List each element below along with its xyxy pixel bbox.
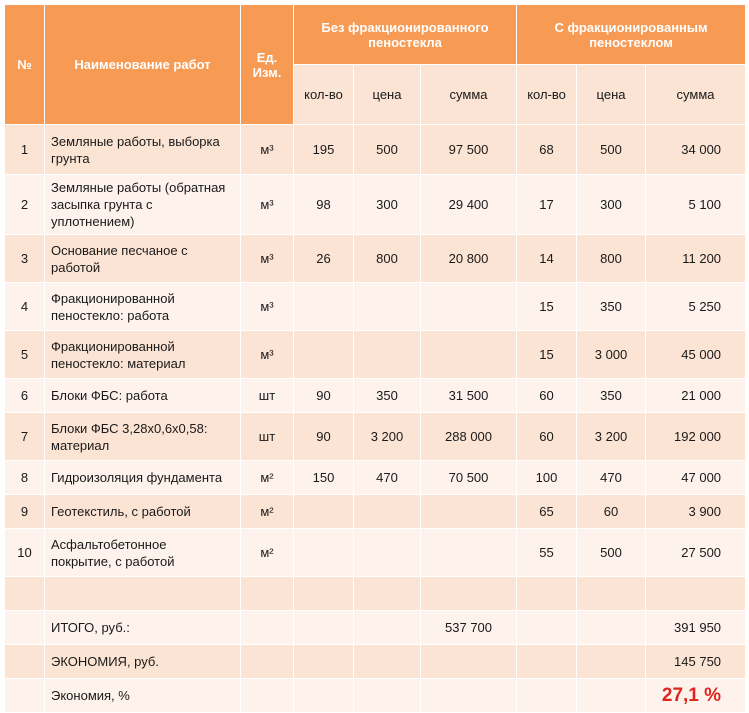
row-qty-with: 68: [517, 125, 577, 175]
row-sum-with: 21 000: [646, 379, 746, 413]
row-name-line: Фракционированной: [51, 290, 175, 306]
row-qty-with: 65: [517, 495, 577, 529]
row-qty-without: [294, 611, 354, 645]
row-name-line: Блоки ФБС: работа: [51, 388, 168, 403]
row-qty-with: 55: [517, 529, 577, 577]
table-row: [5, 331, 746, 379]
row-name: Экономия, %: [45, 679, 241, 713]
spacer-row: [5, 577, 746, 611]
row-sum-without: 70 500: [421, 461, 517, 495]
row-price-without: [354, 577, 421, 611]
header-qty-without: кол-во: [294, 65, 354, 125]
header-group-with: [517, 5, 746, 65]
row-number: 8: [5, 461, 45, 495]
row-price-without: 800: [354, 235, 421, 283]
row-price-with: 350: [577, 379, 646, 413]
row-price-without: 300: [354, 175, 421, 235]
header-group-with-line1: С фракционированным: [554, 19, 708, 35]
row-unit: м³: [241, 283, 294, 331]
row-name-line: Геотекстиль, с работой: [51, 504, 191, 519]
savings-percent-value: 27,1 %: [646, 679, 746, 713]
row-unit: [241, 577, 294, 611]
row-sum-with: 27 500: [646, 529, 746, 577]
row-unit: м²: [241, 461, 294, 495]
header-number-text: №: [17, 57, 32, 72]
row-number: 4: [5, 283, 45, 331]
row-name-line: Фракционированной: [51, 338, 175, 354]
header-number: [5, 5, 45, 125]
row-qty-with: 14: [517, 235, 577, 283]
row-number: [5, 577, 45, 611]
row-name-line: Гидроизоляция фундамента: [51, 470, 223, 485]
header-name: [45, 5, 241, 125]
row-qty-with: [517, 645, 577, 679]
row-number: 1: [5, 125, 45, 175]
row-number: 3: [5, 235, 45, 283]
row-sum-with: 5 100: [646, 175, 746, 235]
row-sum-with: 145 750: [646, 645, 746, 679]
header-unit-line2: Изм.: [252, 64, 282, 80]
header-price-with: цена: [577, 65, 646, 125]
row-name-line: Земляные работы, выборка: [51, 133, 220, 149]
row-sum-with: [646, 577, 746, 611]
row-price-without: 500: [354, 125, 421, 175]
row-qty-without: [294, 577, 354, 611]
table-row: [5, 175, 746, 235]
row-unit: м³: [241, 175, 294, 235]
row-sum-without: [421, 495, 517, 529]
row-price-with: 350: [577, 283, 646, 331]
row-unit: шт: [241, 413, 294, 461]
row-name-line: Земляные работы (обратная: [51, 180, 226, 195]
row-sum-without: 29 400: [421, 175, 517, 235]
row-price-with: 3 200: [577, 413, 646, 461]
row-unit: [241, 645, 294, 679]
row-qty-without: [294, 529, 354, 577]
row-name-line: засыпка грунта с: [51, 197, 153, 212]
row-name: ИТОГО, руб.:: [45, 611, 241, 645]
row-number: 10: [5, 529, 45, 577]
row-unit: м²: [241, 529, 294, 577]
row-price-with: 500: [577, 125, 646, 175]
row-price-with: 500: [577, 529, 646, 577]
row-sum-without: 288 000: [421, 413, 517, 461]
row-name-line: Асфальтобетонное: [51, 536, 167, 552]
header-group-with-line2: пеностеклом: [589, 34, 673, 50]
row-sum-without: [421, 679, 517, 713]
row-name: [45, 413, 241, 461]
row-qty-with: 17: [517, 175, 577, 235]
row-qty-with: [517, 679, 577, 713]
savings-percent-row: [5, 679, 746, 713]
row-price-with: 60: [577, 495, 646, 529]
table-row: [5, 125, 746, 175]
header-unit: [241, 5, 294, 125]
row-name-line: Блоки ФБС 3,28х0,6х0,58:: [51, 420, 208, 436]
row-unit: шт: [241, 379, 294, 413]
row-price-without: 470: [354, 461, 421, 495]
row-number: 6: [5, 379, 45, 413]
row-number: 5: [5, 331, 45, 379]
table-row: [5, 413, 746, 461]
savings-row: [5, 645, 746, 679]
header-group-without-line2: пеностекла: [368, 34, 442, 50]
row-name: [45, 379, 241, 413]
row-price-with: [577, 645, 646, 679]
row-sum-with: 192 000: [646, 413, 746, 461]
row-qty-without: 195: [294, 125, 354, 175]
row-price-with: [577, 611, 646, 645]
row-sum-without: [421, 331, 517, 379]
row-number: 9: [5, 495, 45, 529]
row-sum-with: 45 000: [646, 331, 746, 379]
table-body: [5, 125, 746, 713]
row-sum-without: [421, 283, 517, 331]
row-qty-without: [294, 331, 354, 379]
row-sum-without: [421, 645, 517, 679]
table-row: [5, 379, 746, 413]
row-name-line: грунта: [51, 150, 90, 166]
cost-comparison-table: [4, 4, 746, 713]
row-name: [45, 235, 241, 283]
row-name-line: Основание песчаное с: [51, 242, 188, 258]
row-number: 2: [5, 175, 45, 235]
row-unit: [241, 611, 294, 645]
row-price-without: [354, 645, 421, 679]
row-unit: м²: [241, 495, 294, 529]
row-qty-with: 15: [517, 283, 577, 331]
row-price-with: 470: [577, 461, 646, 495]
row-name-line: материал: [51, 437, 110, 453]
row-unit: м³: [241, 331, 294, 379]
row-name: [45, 529, 241, 577]
row-price-without: [354, 611, 421, 645]
row-qty-without: [294, 283, 354, 331]
row-qty-without: 90: [294, 413, 354, 461]
row-sum-without: 97 500: [421, 125, 517, 175]
total-row: [5, 611, 746, 645]
row-name: [45, 495, 241, 529]
row-qty-without: [294, 495, 354, 529]
row-sum-without: [421, 529, 517, 577]
row-qty-without: 26: [294, 235, 354, 283]
row-price-with: [577, 577, 646, 611]
row-name: [45, 577, 241, 611]
header-name-text: Наименование работ: [74, 57, 211, 72]
row-name-line: уплотнением): [51, 214, 135, 229]
table-row: [5, 235, 746, 283]
row-price-without: [354, 331, 421, 379]
row-qty-without: 90: [294, 379, 354, 413]
header-unit-line1: Ед.: [256, 49, 278, 65]
row-number: [5, 679, 45, 713]
row-name-line: покрытие, с работой: [51, 553, 175, 569]
row-price-without: [354, 283, 421, 331]
row-name-line: работой: [51, 259, 101, 275]
header-group-without-line1: Без фракционированного: [321, 19, 489, 35]
row-unit: м³: [241, 235, 294, 283]
row-price-with: 800: [577, 235, 646, 283]
row-price-with: [577, 679, 646, 713]
row-price-without: 3 200: [354, 413, 421, 461]
row-qty-with: 60: [517, 379, 577, 413]
row-qty-with: [517, 611, 577, 645]
row-sum-with: 34 000: [646, 125, 746, 175]
header-sum-with: сумма: [646, 65, 746, 125]
header-price-without: цена: [354, 65, 421, 125]
row-name: [45, 125, 241, 175]
table-row: [5, 461, 746, 495]
row-sum-with: 391 950: [646, 611, 746, 645]
row-name-line: пеностекло: работа: [51, 307, 170, 323]
row-price-without: [354, 529, 421, 577]
row-price-with: 3 000: [577, 331, 646, 379]
row-sum-with: 5 250: [646, 283, 746, 331]
row-sum-with: 47 000: [646, 461, 746, 495]
row-qty-without: 98: [294, 175, 354, 235]
row-sum-without: [421, 577, 517, 611]
row-name: [45, 175, 241, 235]
row-price-without: [354, 679, 421, 713]
row-qty-with: 15: [517, 331, 577, 379]
row-price-without: [354, 495, 421, 529]
row-sum-without: 31 500: [421, 379, 517, 413]
header-group-without: [294, 5, 517, 65]
table-row: [5, 495, 746, 529]
row-name: [45, 283, 241, 331]
row-name: [45, 331, 241, 379]
row-name-line: пеностекло: материал: [51, 355, 186, 371]
row-sum-with: 3 900: [646, 495, 746, 529]
row-unit: м³: [241, 125, 294, 175]
row-qty-with: 100: [517, 461, 577, 495]
header-qty-with: кол-во: [517, 65, 577, 125]
row-sum-without: 537 700: [421, 611, 517, 645]
row-number: [5, 611, 45, 645]
row-sum-without: 20 800: [421, 235, 517, 283]
table-row: [5, 529, 746, 577]
row-qty-without: 150: [294, 461, 354, 495]
row-price-with: 300: [577, 175, 646, 235]
row-qty-with: 60: [517, 413, 577, 461]
header-sum-without: сумма: [421, 65, 517, 125]
table-row: [5, 283, 746, 331]
row-qty-without: [294, 679, 354, 713]
row-unit: [241, 679, 294, 713]
row-qty-with: [517, 577, 577, 611]
row-name: [45, 461, 241, 495]
row-name: ЭКОНОМИЯ, руб.: [45, 645, 241, 679]
row-number: 7: [5, 413, 45, 461]
row-sum-with: 11 200: [646, 235, 746, 283]
row-number: [5, 645, 45, 679]
row-price-without: 350: [354, 379, 421, 413]
row-qty-without: [294, 645, 354, 679]
